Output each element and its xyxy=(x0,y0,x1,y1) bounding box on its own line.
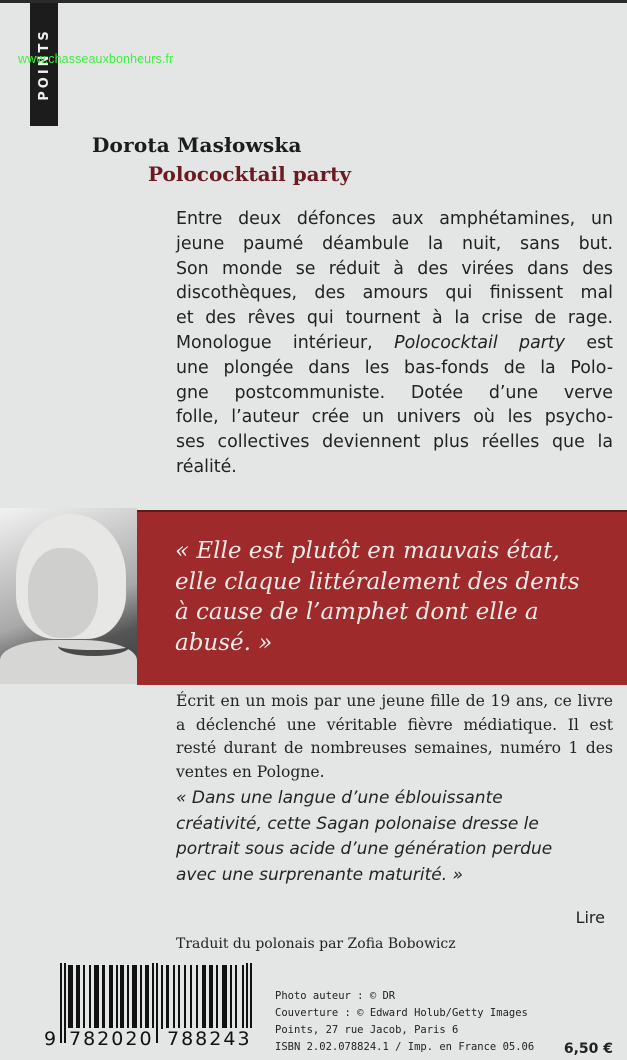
blurb-line: folle, l’auteur crée un univers où les psycho- xyxy=(176,407,613,428)
description-paragraph xyxy=(176,690,613,784)
pull-quote-box xyxy=(137,510,627,685)
blurb-line: gne postcommuniste. Dotée d’une verve xyxy=(176,382,613,403)
barcode-group-1: 782020 xyxy=(69,1028,154,1050)
credit-isbn: ISBN 2.02.078824.1 / Imp. en France 05.06 xyxy=(275,1041,535,1053)
blurb-line-end: est xyxy=(565,332,614,353)
watermark-url: www.chasseauxbonheurs.fr xyxy=(18,52,174,66)
review-line: avec une surprenante maturité. » xyxy=(176,864,464,885)
photo-collar xyxy=(58,636,130,656)
description-line: resté durant de nombreuses semaines, numéro 1 des xyxy=(176,739,613,757)
review-source: Lire xyxy=(575,908,605,927)
description-line: a déclenché une véritable fièvre médiatique. Il est xyxy=(176,715,613,734)
blurb-line-start: Monologue intérieur, xyxy=(176,332,395,353)
blurb-line xyxy=(176,331,613,356)
isbn-barcode xyxy=(44,963,260,1050)
blurb-italic-title: Polococktail party xyxy=(394,332,566,353)
review-quote xyxy=(176,786,613,888)
credit-publisher-address: Points, 27 rue Jacob, Paris 6 xyxy=(275,1024,459,1036)
blurb-line: Son monde se réduit à des virées dans des xyxy=(176,258,613,279)
photo-face xyxy=(28,548,98,638)
credits-block xyxy=(275,988,534,1056)
price-label: 6,50 € xyxy=(563,1041,613,1057)
blurb-line: une plongée dans les bas-fonds de la Polo- xyxy=(176,357,613,378)
description-line: ventes en Pologne. xyxy=(176,762,325,781)
pull-quote-line: abusé. » xyxy=(175,629,273,656)
credit-photo: Photo auteur : © DR xyxy=(275,990,396,1002)
review-line: portrait sous acide d’une génération perdue xyxy=(176,839,553,859)
credit-cover: Couverture : © Edward Holub/Getty Images xyxy=(275,1007,528,1019)
review-line: créativité, cette Sagan polonaise dresse le xyxy=(176,813,539,834)
blurb-line: Entre deux défonces aux amphétamines, un xyxy=(176,209,613,229)
pull-quote-line: à cause de l’amphet dont elle a xyxy=(175,599,539,625)
blurb-line: discothèques, des amours qui finissent mal xyxy=(176,283,613,304)
blurb-line: réalité. xyxy=(176,456,237,477)
pull-quote-line: « Elle est plutôt en mauvais état, xyxy=(175,538,560,564)
blurb-line: et des rêves qui tournent à la crise de rage. xyxy=(176,308,613,329)
pull-quote-line: elle claque littéralement des dents xyxy=(175,568,580,595)
author-name: Dorota Masłowska xyxy=(92,133,302,157)
translator-credit: Traduit du polonais par Zofia Bobowicz xyxy=(176,936,456,952)
book-title: Polococktail party xyxy=(148,162,352,186)
review-line: « Dans une langue d’une éblouissante xyxy=(176,788,503,808)
pull-quote xyxy=(175,536,625,658)
barcode-group-2: 788243 xyxy=(167,1028,252,1050)
author-photo xyxy=(0,508,137,684)
top-edge xyxy=(0,0,627,3)
blurb-line: jeune paumé déambule la nuit, sans but. xyxy=(176,233,613,254)
blurb-paragraph xyxy=(176,207,613,480)
publisher-logo-text: POINTS xyxy=(36,28,52,101)
barcode-first-digit: 9 xyxy=(44,1028,59,1050)
blurb-line: ses collectives deviennent plus réelles que la xyxy=(176,432,613,453)
description-line: Écrit en un mois par une jeune fille de 19 ans, ce livre xyxy=(176,692,613,710)
